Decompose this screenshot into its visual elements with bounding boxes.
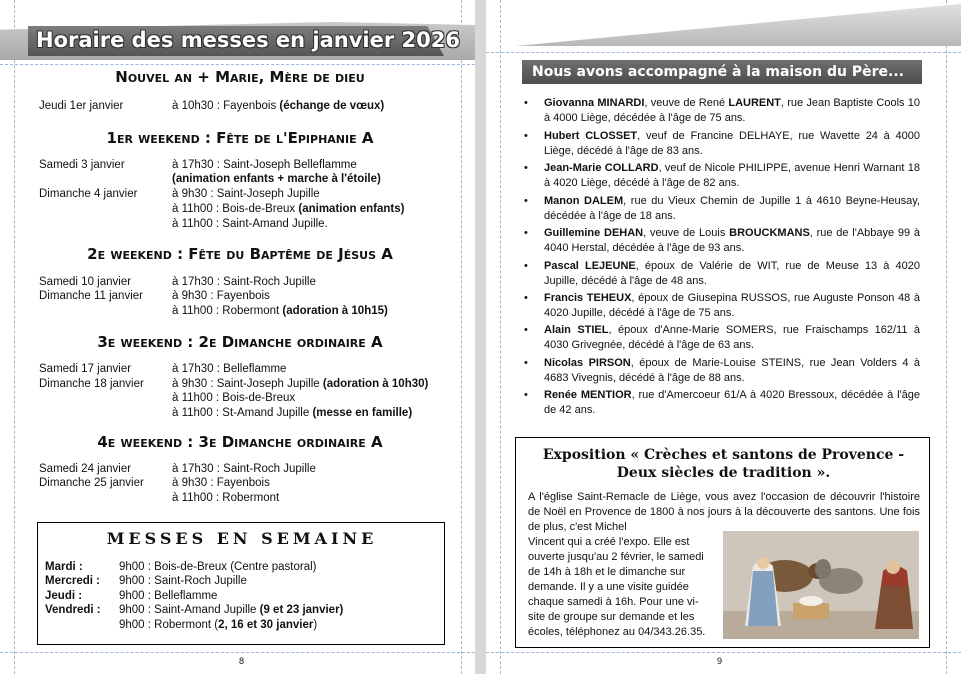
list-item: • Hubert CLOSSET, veuf de Francine DELHAYE, rue Wavette 24 à 4000 Liège, décédé à l'âge de 83 ans.	[524, 130, 921, 157]
margin-guide	[486, 652, 961, 653]
mass-info: à 11h00 : Saint-Amand Jupille.	[172, 218, 328, 230]
page-number-right: 9	[717, 656, 723, 666]
section-heading: 2e weekend : Fête du Baptême de Jésus A	[87, 245, 393, 263]
list-item: • Giovanna MINARDI, veuve de René LAURENT, rue Jean Baptiste Cools 10 à 4000 Liège, décédée à l'âge de 75 ans.	[524, 97, 921, 124]
list-item: • Pascal LEJEUNE, époux de Valérie de WIT, rue de Meuse 13 à 4020 Jupille, décédé à l'âge de 48 ans.	[524, 260, 921, 287]
day-label: Dimanche 4 janvier	[39, 188, 138, 200]
section-heading: Nouvel an + Marie, Mère de dieu	[115, 68, 365, 86]
page-gutter	[475, 0, 486, 674]
weekday-label: Mardi :	[45, 561, 83, 573]
day-label: Jeudi 1er janvier	[39, 100, 124, 112]
page-number-left: 8	[239, 656, 245, 666]
right-banner	[486, 0, 961, 50]
list-item: • Francis TEHEUX, époux de Giusepina RUSSOS, rue Auguste Ponson 48 à 4020 Jupille, décédé à l'âge de 75 ans.	[524, 292, 920, 319]
exhibition-intro: A l'église Saint-Remacle de Liège, vous avez l'occasion de découvrir l'histoire de Noël en Provence de 1800 à nos jours à la découverte des santons. Une fois de plus, c'est Michel	[528, 491, 920, 533]
mass-info: à 9h30 : Saint-Joseph Jupille (adoration à 10h30)	[172, 378, 429, 390]
mass-info: à 10h30 : Fayenbois (échange de vœux)	[172, 100, 385, 112]
section-heading: 3e weekend : 2e Dimanche ordinaire A	[97, 333, 383, 351]
margin-guide	[486, 52, 961, 53]
weekday-label: Jeudi :	[45, 590, 83, 602]
title-banner	[0, 14, 475, 62]
weekday-mass: 9h00 : Bois-de-Breux (Centre pastoral)	[119, 561, 317, 573]
margin-guide	[946, 0, 947, 674]
mass-info: à 11h00 : Robermont (adoration à 10h15)	[172, 305, 388, 317]
deceased-heading: Nous avons accompagné à la maison du Père...	[522, 60, 922, 84]
mass-info: à 11h00 : Robermont	[172, 492, 280, 504]
page-title: Horaire des messes en janvier 2026	[36, 28, 460, 52]
day-label: Dimanche 25 janvier	[39, 477, 144, 489]
exhibition-line: demande. Il y a une visite guidée	[528, 581, 689, 593]
margin-guide	[0, 652, 475, 653]
mass-info: (animation enfants + marche à l'étoile)	[172, 173, 381, 185]
day-label: Samedi 3 janvier	[39, 159, 125, 171]
list-item: • Jean-Marie COLLARD, veuf de Nicole PHILIPPE, avenue Henri Warnant 18 à 4020 Liège, décédé à l'âge de 82 ans.	[524, 162, 920, 189]
margin-guide	[461, 0, 462, 674]
day-label: Samedi 24 janvier	[39, 463, 132, 475]
mass-info: à 9h30 : Fayenbois	[172, 290, 270, 302]
mass-info: à 11h00 : Bois-de-Breux	[172, 392, 296, 404]
day-label: Samedi 10 janvier	[39, 276, 132, 288]
exhibition-title: Exposition « Crèches et santons de Provence - Deux siècles de tradition ».	[542, 447, 905, 481]
exhibition-line: chaque samedi à 16h. Pour une vi-	[528, 596, 699, 608]
weekday-label: Vendredi :	[45, 604, 101, 616]
list-item: • Guillemine DEHAN, veuve de Louis BROUCKMANS, rue de l'Abbaye 99 à 4040 Herstal, décédée à l'âge de 93 ans.	[524, 227, 920, 254]
mass-info: à 17h30 : Saint-Joseph Belleflamme	[172, 159, 357, 171]
day-label: Dimanche 18 janvier	[39, 378, 144, 390]
mass-info: à 9h30 : Fayenbois	[172, 477, 270, 489]
list-item: • Alain STIEL, époux d'Anne-Marie SOMERS, rue Fraischamps 162/11 à 4030 Grivegnée, décédé à l'âge de 63 ans.	[524, 324, 921, 351]
weekday-mass: 9h00 : Belleflamme	[119, 590, 218, 602]
exhibition-line: Vincent qui a créé l'expo. Elle est	[528, 536, 690, 548]
exhibition-line: de 14h à 18h et le dimanche sur	[528, 566, 686, 578]
nativity-photo	[723, 531, 919, 639]
exhibition-line: site de groupe sur demande et les	[528, 611, 695, 623]
section-heading: 1er weekend : Fête de l'Epiphanie A	[106, 129, 374, 147]
mass-info: à 17h30 : Belleflamme	[172, 363, 287, 375]
day-label: Dimanche 11 janvier	[39, 290, 143, 302]
margin-guide	[500, 0, 501, 674]
banner-swoosh	[516, 4, 961, 46]
mass-info: à 11h00 : Bois-de-Breux (animation enfants)	[172, 203, 405, 215]
weekday-mass: 9h00 : Saint-Roch Jupille	[119, 575, 247, 587]
margin-guide	[0, 64, 475, 65]
weekday-masses-title: MESSES EN SEMAINE	[106, 529, 378, 548]
list-item: • Renée MENTIOR, rue d'Amercoeur 61/A à 4020 Bressoux, décédée à l'âge de 42 ans.	[524, 389, 920, 416]
day-label: Samedi 17 janvier	[39, 363, 132, 375]
weekday-label: Mercredi :	[45, 575, 100, 587]
section-heading: 4e weekend : 3e Dimanche ordinaire A	[97, 433, 383, 451]
weekday-mass: 9h00 : Saint-Amand Jupille (9 et 23 janvier)	[119, 604, 344, 616]
mass-info: à 17h30 : Saint-Roch Jupille	[172, 276, 316, 288]
margin-guide	[14, 0, 15, 674]
weekday-masses-box	[37, 522, 445, 645]
exhibition-line: ouverte jusqu'au 2 février, le samedi	[528, 551, 704, 563]
weekday-mass: 9h00 : Robermont (2, 16 et 30 janvier)	[119, 619, 318, 631]
mass-info: à 9h30 : Saint-Joseph Jupille	[172, 188, 320, 200]
list-item: • Manon DALEM, rue du Vieux Chemin de Jupille 1 à 4610 Beyne-Heusay, décédée à l'âge de 18 ans.	[524, 195, 920, 222]
list-item: • Nicolas PIRSON, époux de Marie-Louise STEINS, rue Jean Volders 4 à 4683 Vivegnis, décédé à l'âge de 88 ans.	[524, 357, 920, 384]
mass-info: à 11h00 : St-Amand Jupille (messe en famille)	[172, 407, 413, 419]
mass-info: à 17h30 : Saint-Roch Jupille	[172, 463, 316, 475]
exhibition-line: écoles, téléphonez au 04/343.26.35.	[528, 626, 706, 638]
